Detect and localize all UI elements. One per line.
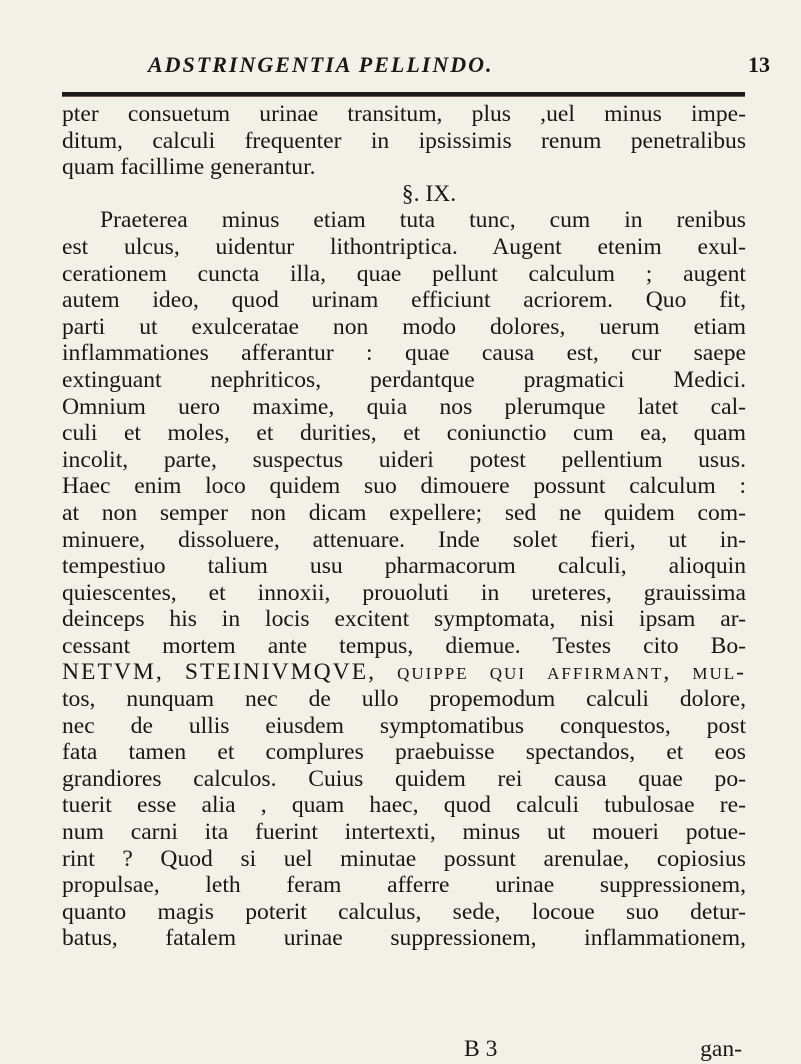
page-number: 13 (748, 52, 770, 77)
text-line: quam facillime generantur. (62, 154, 316, 181)
text-line: incolit, parte, suspectus uideri potest pellentium usus. (62, 446, 746, 473)
text-line: est ulcus, uidentur lithontriptica. Augent etenim exul- (62, 233, 746, 260)
text-line: minuere, dissoluere, attenuare. Inde solet fieri, ut in- (62, 526, 746, 553)
text-line: propulsae, leth feram afferre urinae suppressionem, (62, 872, 746, 899)
text-line: rint ? Quod si uel minutae possunt arenulae, copiosius (62, 845, 746, 872)
text-line: parti ut exulceratae non modo dolores, uerum etiam (62, 313, 746, 340)
text-line: grandiores calculos. Cuius quidem rei causa quae po- (62, 765, 746, 792)
text-line: tuerit esse alia , quam haec, quod calculi tubulosae re- (62, 792, 746, 819)
text-line: autem ideo, quod urinam efficiunt acriorem. Quo fit, (62, 287, 746, 314)
text-line: culi et moles, et durities, et coniunctio cum ea, quam (62, 420, 746, 447)
catchword: gan- (700, 1036, 742, 1062)
text-line: batus, fatalem urinae suppressionem, inflammationem, (62, 925, 746, 952)
text-line: inflammationes afferantur : quae causa est, cur saepe (62, 340, 746, 367)
text-line: ditum, calculi frequenter in ipsissimis renum penetralibus (62, 127, 746, 154)
text-line: at non semper non dicam expellere; sed ne quidem com- (62, 499, 746, 526)
signature-mark: B 3 (464, 1036, 498, 1062)
text-line: cerationem cuncta illa, quae pellunt calculum ; augent (62, 260, 746, 287)
text-line: tos, nunquam nec de ullo propemodum calculi dolore, (62, 686, 746, 713)
header-rule (62, 92, 745, 96)
text-line: nec de ullis eiusdem symptomatibus conquestos, post (62, 712, 746, 739)
text-line: deinceps his in locis excitent symptomata, nisi ipsam ar- (62, 606, 746, 633)
page-footer (62, 1036, 746, 1063)
text-line: extinguant nephriticos, perdantque pragmatici Medici. (62, 366, 746, 393)
text-line: Haec enim loco quidem suo dimouere possunt calculum : (62, 473, 746, 500)
text-line: pter consuetum urinae transitum, plus ,uel minus impe- (62, 101, 746, 127)
body-text (62, 101, 746, 952)
section-heading: §. IX. (401, 180, 457, 207)
text-line: Praeterea minus etiam tuta tunc, cum in renibus (100, 207, 746, 234)
text-line: quanto magis poterit calculus, sede, locoue suo detur- (62, 898, 746, 925)
text-line: NETVM, STEINIVMQVE, quippe qui affirmant, mul- (62, 659, 746, 686)
text-line: cessant mortem ante tempus, diemue. Testes cito Bo- (62, 632, 746, 659)
text-line: num carni ita fuerint intertexti, minus ut moueri potue- (62, 819, 746, 846)
text-line: quiescentes, et innoxii, prouoluti in ureteres, grauissima (62, 579, 746, 606)
running-head: ADSTRINGENTIA PELLINDO. (148, 52, 494, 77)
text-line: Omnium uero maxime, quia nos plerumque latet cal- (62, 393, 746, 420)
text-line: tempestiuo talium usu pharmacorum calculi, alioquin (62, 553, 746, 580)
text-line: fata tamen et complures praebuisse spectandos, et eos (62, 739, 746, 766)
